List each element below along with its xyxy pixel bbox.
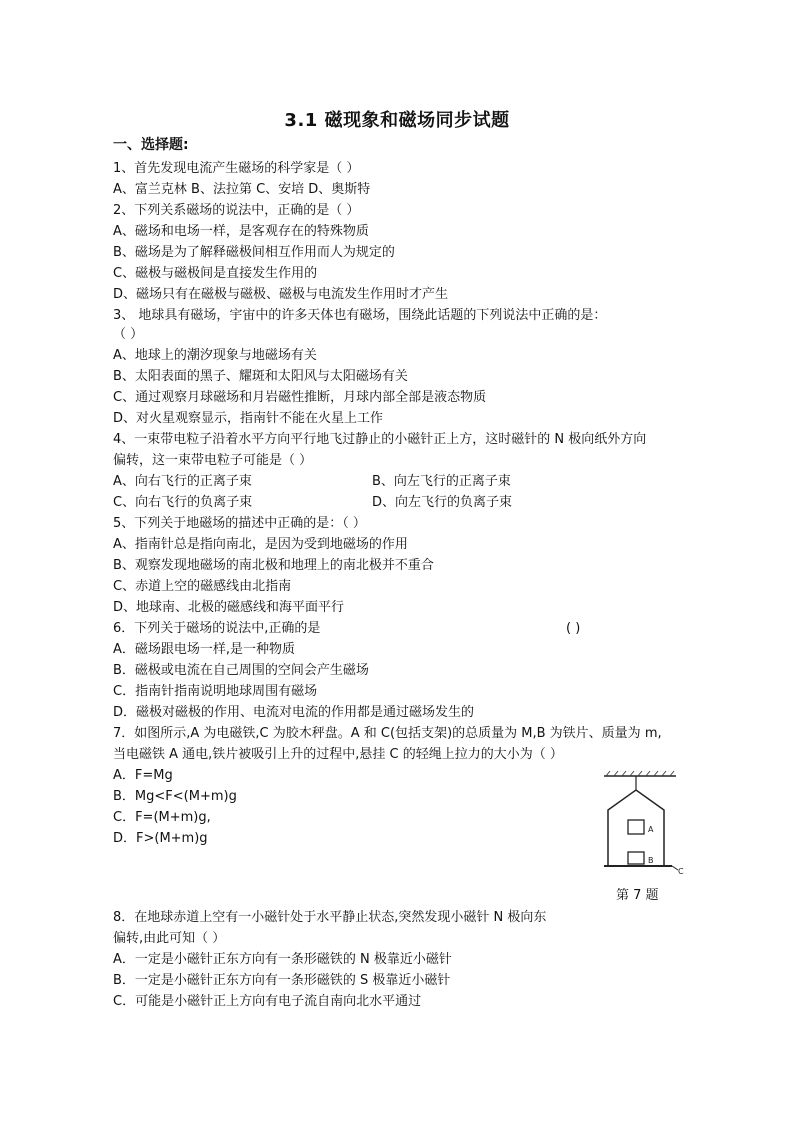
question-5-option-a: A、指南针总是指向南北，是因为受到地磁场的作用 bbox=[113, 537, 408, 552]
question-1-options: A、富兰克林 B、法拉第 C、安培 D、奥斯特 bbox=[113, 182, 371, 197]
question-4-option-b: B、向左飞行的正离子束 bbox=[372, 474, 511, 489]
question-3-option-c: C、通过观察月球磁场和月岩磁性推断，月球内部全部是液态物质 bbox=[113, 390, 487, 405]
electromagnet-scale-diagram bbox=[596, 770, 692, 880]
question-4-stem-line2: 偏转，这一束带电粒子可能是（ ） bbox=[113, 453, 313, 468]
question-5-stem: 5、下列关于地磁场的描述中正确的是：（ ） bbox=[113, 516, 366, 531]
question-7-option-d: D．F>(M+m)g bbox=[113, 831, 208, 846]
question-3-option-a: A、地球上的潮汐现象与地磁场有关 bbox=[113, 348, 317, 363]
question-1-stem: 1、首先发现电流产生磁场的科学家是（ ） bbox=[113, 161, 360, 176]
question-2-option-d: D、磁场只有在磁极与磁极、磁极与电流发生作用时才产生 bbox=[113, 287, 449, 302]
question-5-option-c: C、赤道上空的磁感线由北指南 bbox=[113, 579, 292, 594]
question-6-option-a: A．磁场跟电场一样,是一种物质 bbox=[113, 642, 296, 657]
question-6-option-b: B．磁极或电流在自己周围的空间会产生磁场 bbox=[113, 663, 369, 678]
question-8-stem-line1: 8．在地球赤道上空有一小磁针处于水平静止状态,突然发现小磁针 N 极向东 bbox=[113, 910, 547, 925]
question-2-option-a: A、磁场和电场一样，是客观存在的特殊物质 bbox=[113, 224, 369, 239]
question-7-option-c: C．F=(M+m)g, bbox=[113, 810, 211, 825]
figure-label-a: A bbox=[648, 825, 654, 834]
question-3-answer-paren: （ ） bbox=[113, 327, 144, 342]
question-4-stem-line1: 4、一束带电粒子沿着水平方向平行地飞过静止的小磁针正上方，这时磁针的 N 极向纸外方向 bbox=[113, 432, 647, 447]
question-6-stem: 6．下列关于磁场的说法中,正确的是 bbox=[113, 621, 321, 636]
question-6-answer-paren: ( ) bbox=[566, 621, 581, 636]
page-title: 3.1 磁现象和磁场同步试题 bbox=[284, 110, 510, 131]
section-heading: 一、选择题: bbox=[113, 137, 189, 153]
question-8-option-a: A．一定是小磁针正东方向有一条形磁铁的 N 极靠近小磁针 bbox=[113, 952, 452, 967]
figure-caption: 第 7 题 bbox=[616, 888, 659, 903]
question-2-stem: 2、下列关系磁场的说法中，正确的是（ ） bbox=[113, 203, 360, 218]
question-3-stem: 3、 地球具有磁场，宇宙中的许多天体也有磁场，围绕此话题的下列说法中正确的是： bbox=[113, 308, 607, 323]
question-7-stem-line2: 当电磁铁 A 通电,铁片被吸引上升的过程中,悬挂 C 的轻绳上拉力的大小为（ ） bbox=[113, 747, 563, 762]
question-8-option-b: B．一定是小磁针正东方向有一条形磁铁的 S 极靠近小磁针 bbox=[113, 973, 451, 988]
question-2-option-c: C、磁极与磁极间是直接发生作用的 bbox=[113, 266, 318, 281]
question-7-stem-line1: 7．如图所示,A 为电磁铁,C 为胶木秤盘。A 和 C(包括支架)的总质量为 M,B 为铁片、质量为 m, bbox=[113, 726, 662, 741]
question-7-option-b: B．Mg<F<(M+m)g bbox=[113, 789, 237, 804]
question-7-option-a: A．F=Mg bbox=[113, 768, 173, 783]
question-4-option-c: C、向右飞行的负离子束 bbox=[113, 495, 253, 510]
question-3-option-b: B、太阳表面的黑子、耀斑和太阳风与太阳磁场有关 bbox=[113, 369, 408, 384]
question-6-option-c: C．指南针指南说明地球周围有磁场 bbox=[113, 684, 318, 699]
question-8-option-c: C．可能是小磁针正上方向有电子流自南向北水平通过 bbox=[113, 994, 422, 1009]
question-5-option-b: B、观察发现地磁场的南北极和地理上的南北极并不重合 bbox=[113, 558, 434, 573]
question-6-option-d: D．磁极对磁极的作用、电流对电流的作用都是通过磁场发生的 bbox=[113, 705, 475, 720]
question-4-option-d: D、向左飞行的负离子束 bbox=[372, 495, 513, 510]
question-4-option-a: A、向右飞行的正离子束 bbox=[113, 474, 252, 489]
question-5-option-d: D、地球南、北极的磁感线和海平面平行 bbox=[113, 600, 345, 615]
figure-label-c: C bbox=[678, 867, 684, 876]
question-8-stem-line2: 偏转,由此可知（ ） bbox=[113, 931, 226, 946]
question-3-option-d: D、对火星观察显示，指南针不能在火星上工作 bbox=[113, 411, 384, 426]
question-2-option-b: B、磁场是为了解释磁极间相互作用而人为规定的 bbox=[113, 245, 395, 260]
figure-label-b: B bbox=[648, 856, 654, 865]
